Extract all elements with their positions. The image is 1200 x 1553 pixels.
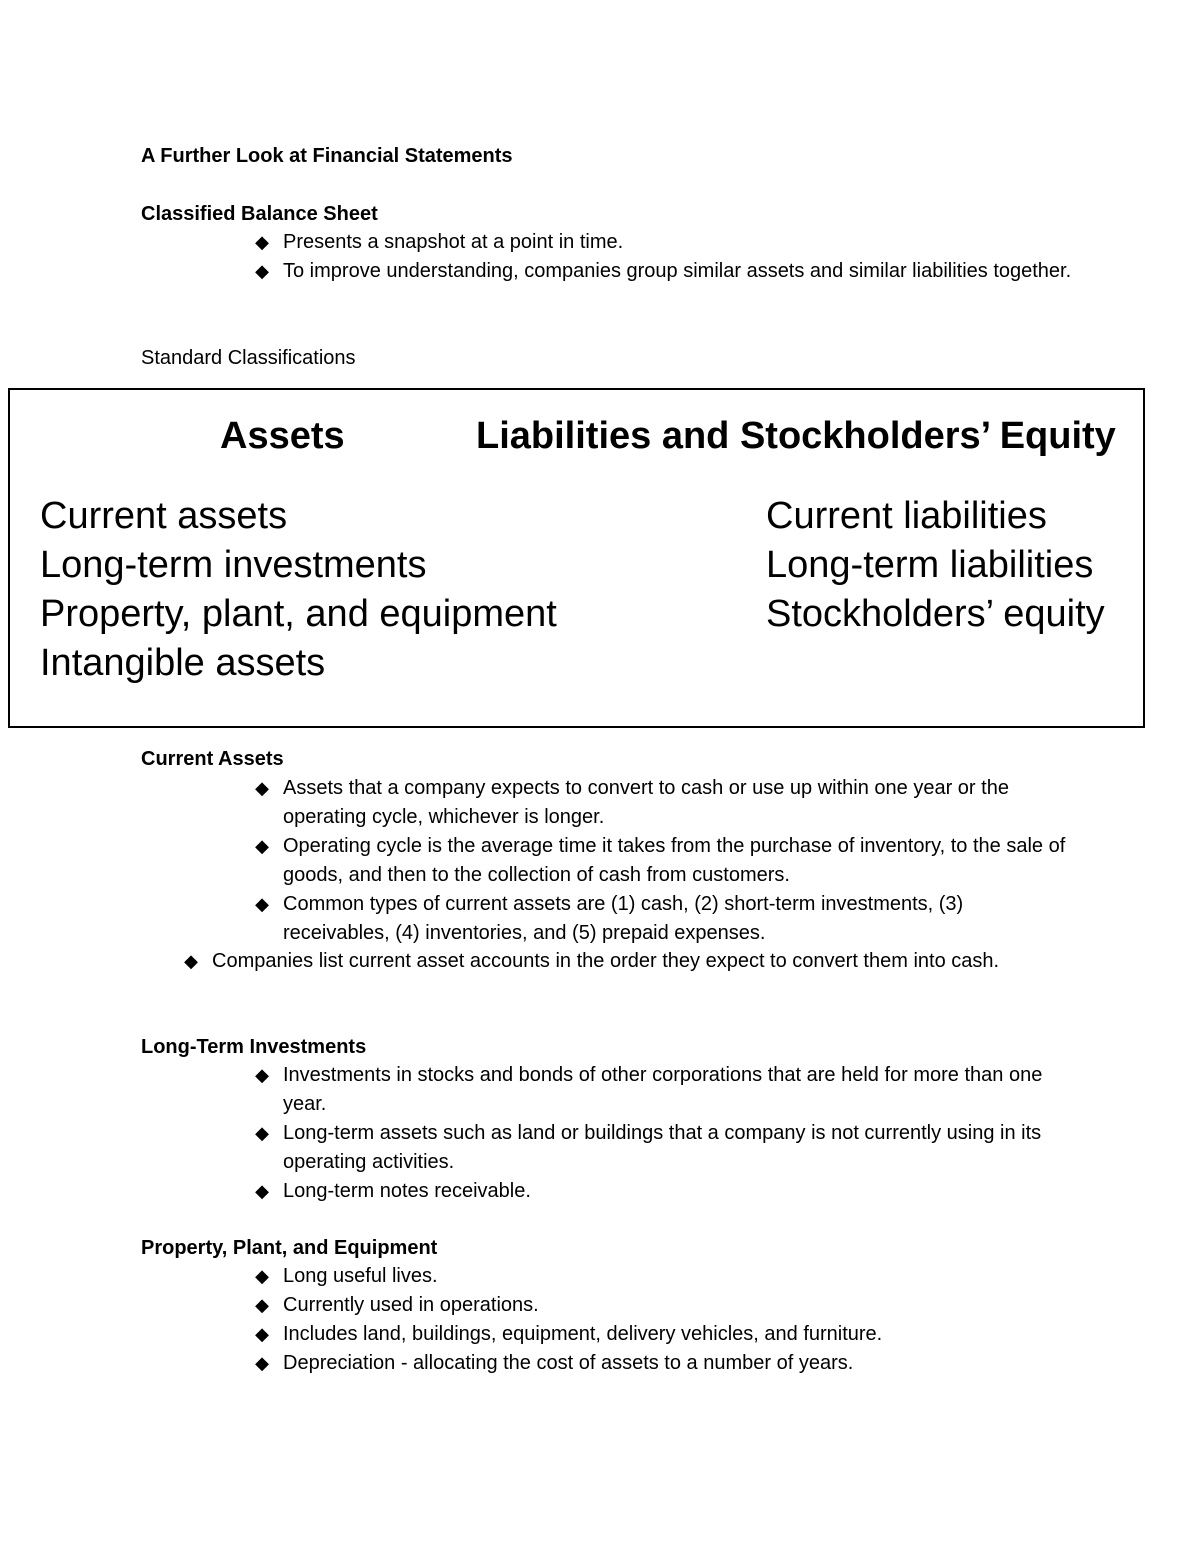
liabilities-list xyxy=(766,492,1105,639)
list-item: ◆ Long-term notes receivable. xyxy=(283,1177,1073,1206)
diamond-bullet-icon: ◆ xyxy=(255,1065,269,1085)
diamond-bullet-icon: ◆ xyxy=(255,1295,269,1315)
list-item: ◆ Includes land, buildings, equipment, delivery vehicles, and furniture. xyxy=(283,1320,1073,1349)
list-item: ◆ Presents a snapshot at a point in time. xyxy=(283,228,1073,257)
diamond-bullet-icon: ◆ xyxy=(255,1353,269,1373)
list-item: ◆ Common types of current assets are (1) cash, (2) short-term investments, (3) receivables, (4) inventories, and (5) prepaid expenses. xyxy=(283,890,1073,948)
classified-bullet-list xyxy=(255,228,1073,286)
asset-item: Property, plant, and equipment xyxy=(40,593,557,635)
long-term-investments-bullet-list xyxy=(255,1061,1073,1206)
list-item: ◆ Depreciation - allocating the cost of assets to a number of years. xyxy=(283,1349,1073,1378)
asset-item: Long-term investments xyxy=(40,544,427,586)
asset-item: Intangible assets xyxy=(40,642,326,684)
assets-list xyxy=(40,492,557,688)
current-assets-heading: Current Assets xyxy=(141,748,284,770)
classified-heading: Classified Balance Sheet xyxy=(141,203,378,225)
list-item: ◆ Companies list current asset accounts in the order they expect to convert them into cash. xyxy=(212,947,1032,976)
standard-heading: Standard Classifications xyxy=(141,347,356,369)
diamond-bullet-icon: ◆ xyxy=(255,778,269,798)
list-item: ◆ Long useful lives. xyxy=(283,1262,1073,1291)
diamond-bullet-icon: ◆ xyxy=(255,1123,269,1143)
assets-header: Assets xyxy=(220,415,345,457)
ppe-heading: Property, Plant, and Equipment xyxy=(141,1237,438,1259)
document-title: A Further Look at Financial Statements xyxy=(141,145,513,167)
current-assets-outer-bullet-list xyxy=(184,947,1032,976)
list-item: ◆ Currently used in operations. xyxy=(283,1291,1073,1320)
diamond-bullet-icon: ◆ xyxy=(255,261,269,281)
standard-classifications-box xyxy=(8,388,1145,728)
liability-item: Current liabilities xyxy=(766,495,1047,537)
asset-item: Current assets xyxy=(40,495,288,537)
current-assets-bullet-list xyxy=(255,774,1073,948)
diamond-bullet-icon: ◆ xyxy=(255,894,269,914)
list-item: ◆ Long-term assets such as land or buildings that a company is not currently using in its operating activities. xyxy=(283,1119,1073,1177)
liabilities-header: Liabilities and Stockholders’ Equity xyxy=(476,415,1116,457)
diamond-bullet-icon: ◆ xyxy=(255,836,269,856)
diamond-bullet-icon: ◆ xyxy=(255,1181,269,1201)
long-term-investments-heading: Long-Term Investments xyxy=(141,1036,367,1058)
diamond-bullet-icon: ◆ xyxy=(184,951,198,971)
liability-item: Stockholders’ equity xyxy=(766,593,1105,635)
diamond-bullet-icon: ◆ xyxy=(255,1266,269,1286)
diamond-bullet-icon: ◆ xyxy=(255,1324,269,1344)
list-item: ◆ Assets that a company expects to convert to cash or use up within one year or the operating cycle, whichever is longer. xyxy=(283,774,1073,832)
ppe-bullet-list xyxy=(255,1262,1073,1378)
liability-item: Long-term liabilities xyxy=(766,544,1094,586)
list-item: ◆ Investments in stocks and bonds of other corporations that are held for more than one year. xyxy=(283,1061,1073,1119)
list-item: ◆ Operating cycle is the average time it takes from the purchase of inventory, to the sale of goods, and then to the collection of cash from customers. xyxy=(283,832,1073,890)
list-item: ◆ To improve understanding, companies group similar assets and similar liabilities together. xyxy=(283,257,1073,286)
diamond-bullet-icon: ◆ xyxy=(255,232,269,252)
